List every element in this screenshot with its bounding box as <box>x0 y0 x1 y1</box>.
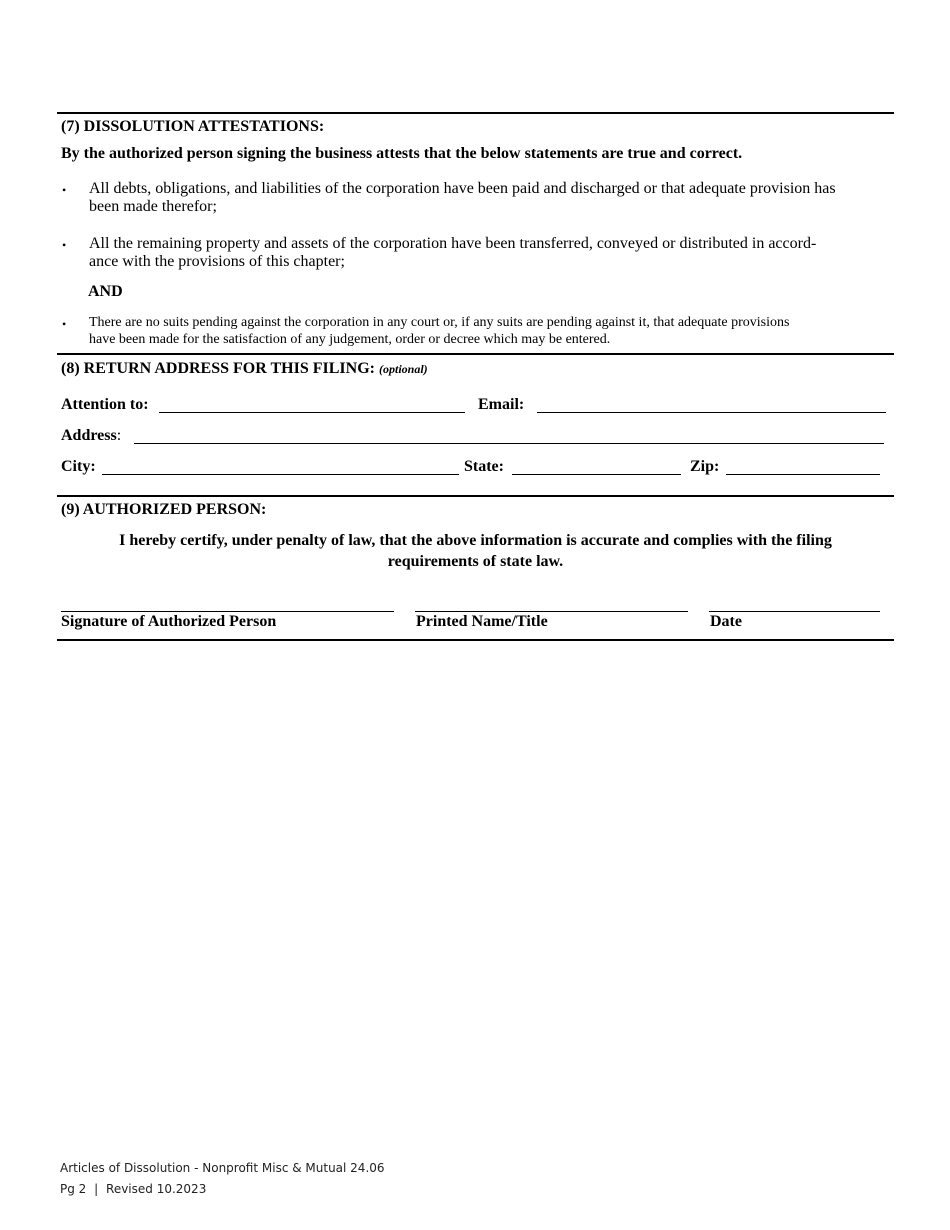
section-7-top-rule <box>57 112 894 114</box>
bullet-icon: • <box>62 317 67 331</box>
state-field[interactable] <box>512 474 681 475</box>
email-field[interactable] <box>537 412 886 413</box>
optional-note: (optional) <box>378 362 428 376</box>
section-8-heading-row <box>61 360 428 378</box>
page-number: Pg 2 <box>60 1182 87 1196</box>
certification-line-1: I hereby certify, under penalty of law, that the above information is accurate and complies with the filing <box>119 532 832 549</box>
attestation-item-1-line-2: been made therefor; <box>89 198 217 215</box>
footer-page-info <box>60 1182 206 1196</box>
section-9-heading: (9) AUTHORIZED PERSON: <box>61 501 267 518</box>
section-8-top-rule <box>57 353 894 355</box>
bullet-icon: • <box>62 238 67 252</box>
section-8-heading: (8) RETURN ADDRESS FOR THIS FILING: <box>61 360 375 377</box>
revision-date: Revised 10.2023 <box>106 1182 207 1196</box>
footer-separator: | <box>94 1182 99 1196</box>
state-label: State: <box>464 458 504 475</box>
attestation-item-2 <box>89 235 894 271</box>
address-label-row <box>61 427 121 445</box>
section-7-heading: (7) DISSOLUTION ATTESTATIONS: <box>61 118 325 135</box>
bullet-icon: • <box>62 183 67 197</box>
zip-label: Zip: <box>690 458 720 475</box>
attestation-item-2-line-1: All the remaining property and assets of the corporation have been transferred, conveyed or distributed in accord- <box>89 235 817 252</box>
section-7-intro: By the authorized person signing the business attests that the below statements are true and correct. <box>61 145 743 162</box>
attestation-item-1-line-1: All debts, obligations, and liabilities of the corporation have been paid and discharged or that adequate provision has <box>89 180 836 197</box>
section-9-bottom-rule <box>57 639 894 641</box>
attestation-item-3-line-2: have been made for the satisfaction of any judgement, order or decree which may be entered. <box>89 332 611 347</box>
signature-label: Signature of Authorized Person <box>61 613 277 630</box>
address-label: Address <box>61 427 117 444</box>
attestation-item-2-line-2: ance with the provisions of this chapter; <box>89 253 345 270</box>
date-field[interactable] <box>709 611 880 612</box>
city-label: City: <box>61 458 96 475</box>
address-field[interactable] <box>134 443 884 444</box>
address-colon: : <box>116 427 122 444</box>
zip-field[interactable] <box>726 474 880 475</box>
signature-field[interactable] <box>61 611 394 612</box>
attestation-item-3-line-1: There are no suits pending against the corporation in any court or, if any suits are pending against it, that adequate provisions <box>89 315 790 330</box>
printed-name-field[interactable] <box>415 611 688 612</box>
footer-form-name: Articles of Dissolution - Nonprofit Misc & Mutual 24.06 <box>60 1161 385 1175</box>
attestation-item-1 <box>89 180 894 216</box>
section-9-top-rule <box>57 495 894 497</box>
attention-field[interactable] <box>159 412 465 413</box>
and-label: AND <box>88 283 123 300</box>
date-label: Date <box>710 613 742 630</box>
email-label: Email: <box>478 396 525 413</box>
printed-name-label: Printed Name/Title <box>416 613 548 630</box>
attestation-item-3 <box>89 314 894 348</box>
certification-statement <box>57 530 894 572</box>
attention-label: Attention to: <box>61 396 149 413</box>
city-field[interactable] <box>102 474 459 475</box>
certification-line-2: requirements of state law. <box>387 553 564 570</box>
